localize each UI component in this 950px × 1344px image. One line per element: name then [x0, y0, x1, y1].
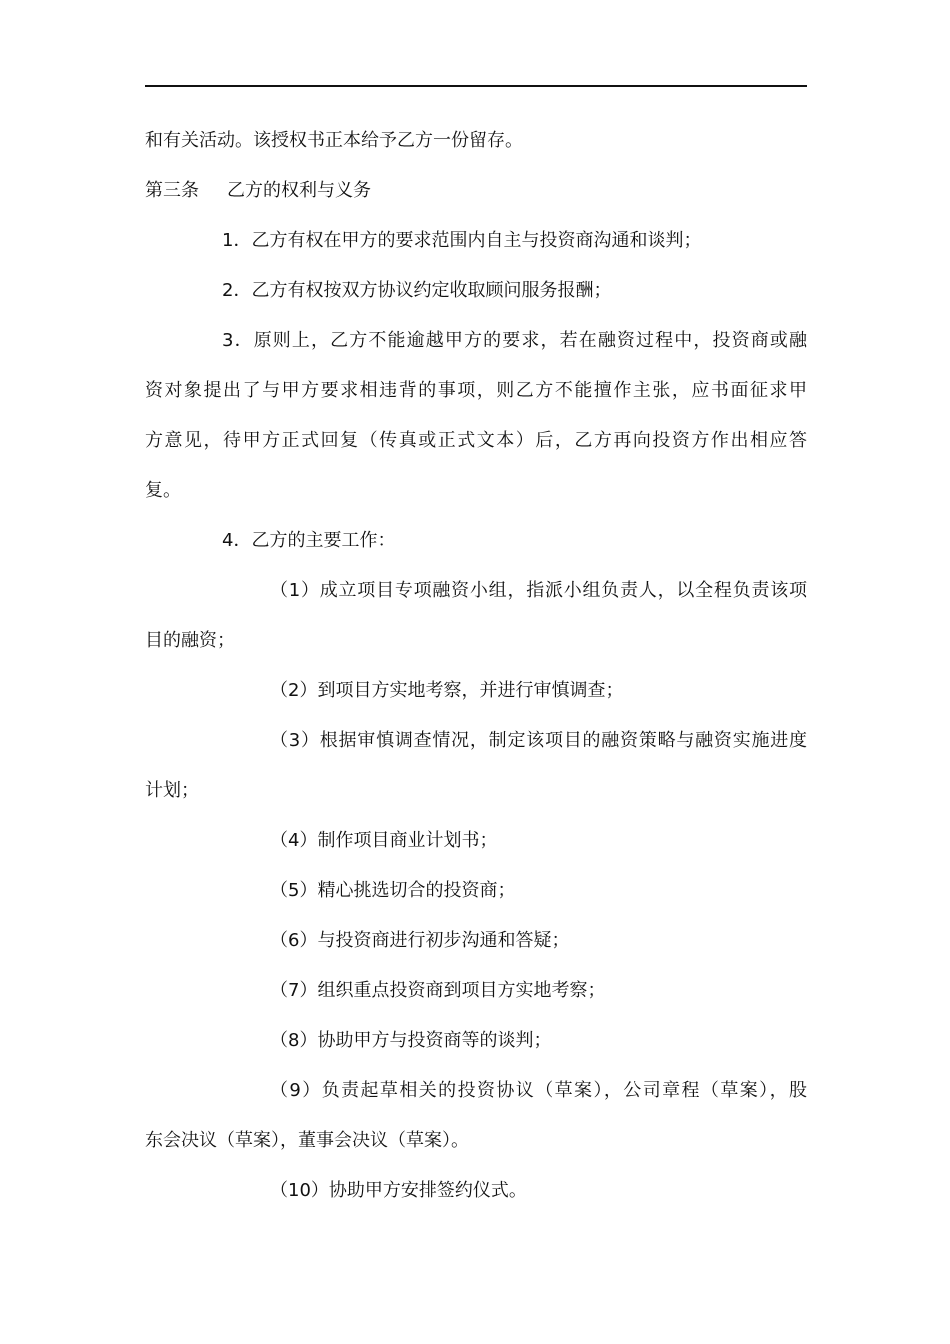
clause-4: 4．乙方的主要工作：	[222, 530, 396, 551]
task-item-cont: 计划；	[145, 780, 199, 801]
paragraph-line: 和有关活动。该授权书正本给予乙方一份留存。	[145, 130, 523, 151]
article-title: 乙方的权利与义务	[227, 180, 371, 201]
task-item: （7）组织重点投资商到项目方实地考察；	[270, 980, 606, 1001]
task-item: （8）协助甲方与投资商等的谈判；	[270, 1030, 552, 1051]
task-item: （6）与投资商进行初步沟通和答疑；	[270, 930, 570, 951]
clause-1: 1．乙方有权在甲方的要求范围内自主与投资商沟通和谈判；	[222, 230, 702, 251]
document-body	[145, 120, 807, 1220]
clause-2: 2．乙方有权按双方协议约定收取顾问服务报酬；	[222, 280, 612, 301]
task-item: （2）到项目方实地考察，并进行审慎调查；	[270, 680, 624, 701]
article-heading	[145, 170, 807, 220]
clause-3-cont: 复。	[145, 480, 181, 501]
task-item-cont: 东会决议（草案），董事会决议（草案）。	[145, 1130, 469, 1151]
header-rule	[145, 85, 807, 87]
task-item: （3）根据审慎调查情况，制定该项目的融资策略与融资实施进度	[270, 730, 807, 751]
task-item: （4）制作项目商业计划书；	[270, 830, 498, 851]
task-item: （10）协助甲方安排签约仪式。	[270, 1180, 527, 1201]
clause-3-cont: 资对象提出了与甲方要求相违背的事项，则乙方不能擅作主张，应书面征求甲	[145, 380, 807, 401]
task-item: （1）成立项目专项融资小组，指派小组负责人，以全程负责该项	[270, 580, 807, 601]
task-item: （5）精心挑选切合的投资商；	[270, 880, 516, 901]
article-number: 第三条	[145, 180, 199, 201]
clause-3: 3．原则上，乙方不能逾越甲方的要求，若在融资过程中，投资商或融	[222, 330, 807, 351]
task-item-cont: 目的融资；	[145, 630, 235, 651]
clause-3-cont: 方意见，待甲方正式回复（传真或正式文本）后，乙方再向投资方作出相应答	[145, 430, 807, 451]
task-item: （9）负责起草相关的投资协议（草案），公司章程（草案），股	[270, 1080, 807, 1101]
